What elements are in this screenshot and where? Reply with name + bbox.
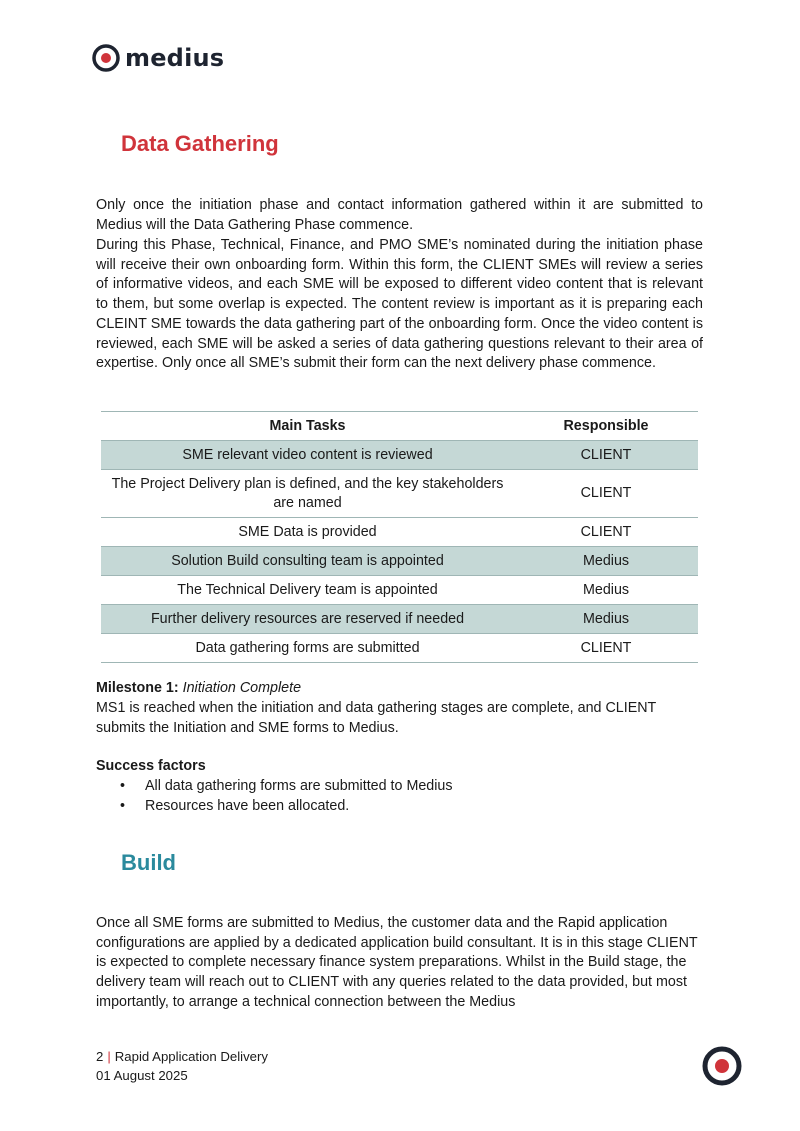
task-cell	[101, 470, 514, 518]
medius-logo	[92, 41, 224, 75]
task-text: The Technical Delivery team is appointed	[177, 581, 438, 598]
responsible-cell: CLIENT	[514, 441, 698, 470]
milestone-name: Initiation Complete	[182, 680, 302, 696]
footer-doc-title: Rapid Application Delivery	[114, 1049, 268, 1064]
milestone-line	[96, 679, 301, 699]
task-cell	[101, 576, 514, 605]
footer-date: 01 August 2025	[96, 1068, 188, 1083]
task-cell	[101, 634, 514, 663]
responsible-cell: CLIENT	[514, 634, 698, 663]
task-cell	[101, 605, 514, 634]
task-text: SME Data is provided	[238, 523, 377, 540]
task-text: Further delivery resources are reserved if needed	[150, 610, 465, 627]
paragraph-phase-details: During this Phase, Technical, Finance, and PMO SME’s nominated during the initiation phase will receive their own onboarding form. Within this form, the CLIENT SMEs will review a series of informative videos, and each SME will be exposed to different video content that is relevant to them, but some overlap is expected. The content review is important as it is preparing each CLEINT SME towards the data gathering part of the onboarding form. Once the video content is reviewed, each SME will be asked a series of data gathering questions relevant to their area of expertise. Only once all SME’s submit their form can the next delivery phase commence.	[96, 237, 703, 372]
responsible-cell: Medius	[514, 547, 698, 576]
column-header-responsible: Responsible	[514, 412, 698, 441]
milestone-description: MS1 is reached when the initiation and data gathering stages are complete, and CLIENT submits the Initiation and SME forms to Medius.	[96, 700, 657, 736]
table-row	[101, 634, 698, 663]
page-number: 2	[96, 1049, 104, 1064]
task-cell	[101, 547, 514, 576]
task-text: Solution Build consulting team is appointed	[171, 552, 444, 569]
success-factors-list	[96, 777, 453, 816]
table-row	[101, 576, 698, 605]
bullet-icon: •	[120, 797, 126, 814]
task-text: Data gathering forms are submitted	[195, 639, 420, 656]
logo-text: medius	[125, 44, 225, 72]
table-row	[101, 547, 698, 576]
medius-target-icon	[92, 44, 120, 72]
task-text: SME relevant video content is reviewed	[182, 446, 433, 463]
list-item-text: Resources have been allocated.	[145, 797, 350, 814]
table-row	[101, 605, 698, 634]
table-header-row	[101, 412, 698, 441]
list-item	[96, 797, 453, 817]
table-row	[101, 518, 698, 547]
footer-separator: |	[107, 1049, 111, 1064]
paragraph-build: Once all SME forms are submitted to Medius, the customer data and the Rapid application configurations are applied by a dedicated application build consultant. It is in this stage CLIENT is expected to complete necessary finance system preparations. Whilst in the Build stage, the delivery team will reach out to CLIENT with any queries related to the data provided, but most importantly, to arrange a technical connection between the Medius	[96, 915, 698, 1010]
list-item-text: All data gathering forms are submitted to Medius	[145, 778, 453, 794]
responsible-cell: Medius	[514, 576, 698, 605]
table-row	[101, 470, 698, 518]
footer-line-1	[96, 1047, 268, 1066]
bullet-icon: •	[120, 778, 126, 794]
main-tasks-table	[101, 411, 698, 663]
paragraph-intro: Only once the initiation phase and contact information gathered within it are submitted to Medius will the Data Gathering Phase commence.	[96, 197, 703, 233]
section-heading-data-gathering: Data Gathering	[121, 131, 279, 156]
list-item	[96, 777, 453, 797]
responsible-cell: CLIENT	[514, 518, 698, 547]
task-text: The Project Delivery plan is defined, and the key stakeholders are named	[111, 475, 504, 511]
page-footer	[96, 1047, 268, 1085]
task-cell	[101, 518, 514, 547]
success-factors-title: Success factors	[96, 758, 206, 774]
section-heading-build: Build	[121, 850, 176, 875]
task-cell	[101, 441, 514, 470]
responsible-cell: Medius	[514, 605, 698, 634]
table-row	[101, 441, 698, 470]
column-header-main-tasks: Main Tasks	[101, 412, 514, 441]
responsible-cell: CLIENT	[514, 470, 698, 518]
milestone-label: Milestone 1:	[96, 680, 179, 696]
medius-target-icon	[702, 1046, 742, 1086]
